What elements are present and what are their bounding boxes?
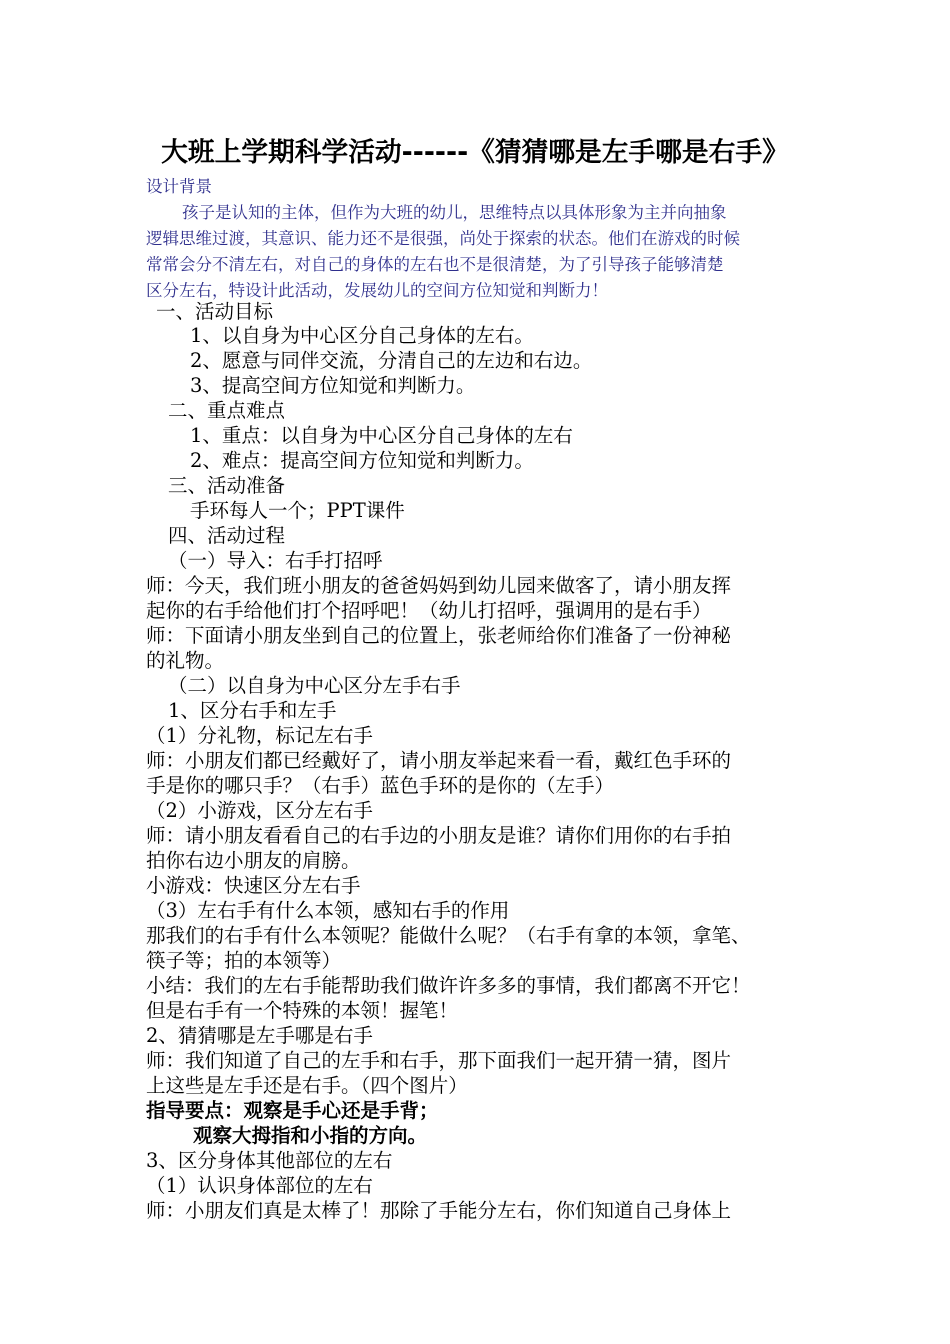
- list-item: 2、愿意与同伴交流，分清自己的左边和右边。: [190, 349, 593, 372]
- paragraph-line: （2）小游戏，区分左右手: [146, 799, 373, 822]
- paragraph-line: 小结：我们的左右手能帮助我们做许许多多的事情，我们都离不开它！: [146, 974, 751, 997]
- list-item: 1、以自身为中心区分自己身体的左右。: [190, 324, 534, 347]
- subsection-heading: （二）以自身为中心区分左手右手: [168, 674, 461, 697]
- paragraph-line: 师：小朋友们都已经戴好了，请小朋友举起来看一看，戴红色手环的: [146, 749, 732, 772]
- paragraph-line: 2、猜猜哪是左手哪是右手: [146, 1024, 373, 1047]
- paragraph-line: 但是右手有一个特殊的本领！握笔！: [146, 999, 459, 1022]
- section-heading: 三、活动准备: [168, 474, 286, 497]
- list-item: 3、提高空间方位知觉和判断力。: [190, 374, 476, 397]
- paragraph-line: 拍你右边小朋友的肩膀。: [146, 849, 361, 872]
- background-line: 常常会分不清左右，对自己的身体的左右也不是很清楚，为了引导孩子能够清楚: [146, 255, 724, 274]
- paragraph-line: 那我们的右手有什么本领呢？能做什么呢？（右手有拿的本领，拿笔、: [146, 924, 751, 947]
- paragraph-line: 上这些是左手还是右手。（四个图片）: [146, 1074, 468, 1097]
- paragraph-line: 3、区分身体其他部位的左右: [146, 1149, 393, 1172]
- background-line: 孩子是认知的主体，但作为大班的幼儿，思维特点以具体形象为主并向抽象: [182, 203, 727, 222]
- background-heading: 设计背景: [146, 177, 212, 196]
- guidance-point: 指导要点：观察是手心还是手背；: [146, 1099, 439, 1122]
- paragraph-line: 师：我们知道了自己的左手和右手，那下面我们一起开猜一猜，图片: [146, 1049, 732, 1072]
- background-line: 逻辑思维过渡，其意识、能力还不是很强，尚处于探索的状态。他们在游戏的时候: [146, 229, 740, 248]
- paragraph-line: 师：小朋友们真是太棒了！那除了手能分左右，你们知道自己身体上: [146, 1199, 732, 1222]
- paragraph-line: 师：今天，我们班小朋友的爸爸妈妈到幼儿园来做客了，请小朋友挥: [146, 574, 732, 597]
- subsection-heading: （一）导入：右手打招呼: [168, 549, 383, 572]
- paragraph-line: 起你的右手给他们打个招呼吧！（幼儿打招呼，强调用的是右手）: [146, 599, 712, 622]
- background-line: 区分左右，特设计此活动，发展幼儿的空间方位知觉和判断力！: [146, 281, 608, 300]
- paragraph-line: 手环每人一个；PPT课件: [190, 499, 405, 522]
- paragraph-line: （3）左右手有什么本领，感知右手的作用: [146, 899, 510, 922]
- section-heading: 二、重点难点: [168, 399, 286, 422]
- paragraph-line: 筷子等；拍的本领等）: [146, 949, 342, 972]
- subsection-heading: 1、区分右手和左手: [168, 699, 337, 722]
- list-item: 2、难点：提高空间方位知觉和判断力。: [190, 449, 534, 472]
- paragraph-line: 小游戏：快速区分左右手: [146, 874, 361, 897]
- paragraph-line: 手是你的哪只手？（右手）蓝色手环的是你的（左手）: [146, 774, 615, 797]
- section-heading: 一、活动目标: [156, 300, 274, 323]
- guidance-point: 观察大拇指和小指的方向。: [193, 1124, 428, 1147]
- paragraph-line: 师：下面请小朋友坐到自己的位置上，张老师给你们准备了一份神秘: [146, 624, 732, 647]
- paragraph-line: （1）认识身体部位的左右: [146, 1174, 373, 1197]
- page-title: 大班上学期科学活动------《猜猜哪是左手哪是右手》: [161, 137, 789, 168]
- paragraph-line: 师：请小朋友看看自己的右手边的小朋友是谁？请你们用你的右手拍: [146, 824, 732, 847]
- section-heading: 四、活动过程: [168, 524, 286, 547]
- paragraph-line: 的礼物。: [146, 649, 225, 672]
- paragraph-line: （1）分礼物，标记左右手: [146, 724, 373, 747]
- list-item: 1、重点：以自身为中心区分自己身体的左右: [190, 424, 573, 447]
